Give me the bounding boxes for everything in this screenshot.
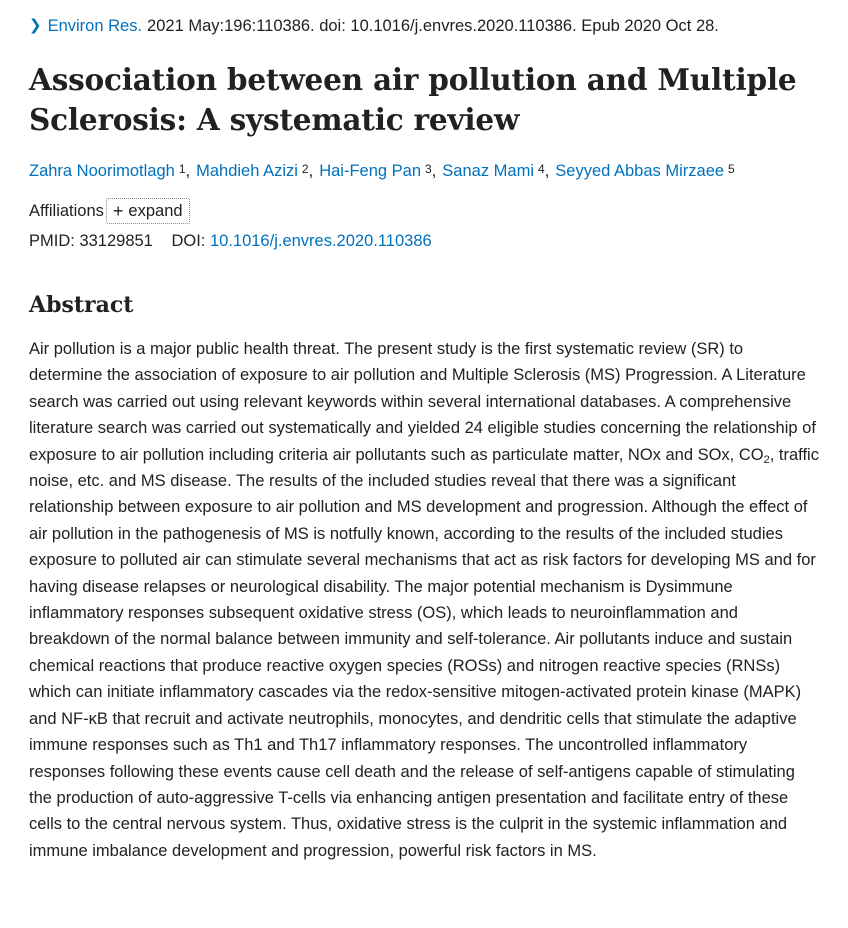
abstract-heading: Abstract bbox=[29, 292, 134, 318]
author-link[interactable]: Sanaz Mami bbox=[442, 162, 534, 180]
author-affiliation-number[interactable]: 3 bbox=[425, 162, 432, 176]
abstract-text-part-2: , traffic noise, etc. and MS disease. The results of the included studies reveal that there was a significant relationship between exposure to air pollution and MS development and progression. Although the effect of air pollution in the pathogenesis of MS is notfully known, according to the results of the included studies exposure to polluted air can stimulate several mechanisms that act as risk factors for developing MS and for having disease relapses or neurological disability. The major potential mechanism is Dysimmune inflammatory responses subsequent oxidative stress (OS), which leads to neuroinflammation and breakdown of the normal balance between immunity and self-tolerance. Air pollutants induce and sustain chemical reactions that produce reactive oxygen species (ROSs) and nitrogen reactive species (RNSs) which can initiate inflammatory cascades via the redox-sensitive mitogen-activated protein kinase (MAPK) and NF-κB that recruit and activate neutrophils, monocytes, and dendritic cells that stimulate the adaptive immune responses such as Th1 and Th17 inflammatory responses. The uncontrolled inflammatory responses following these events cause cell death and the release of self-antigens capable of stimulating the production of auto-aggressive T-cells via enhancing antigen presentation and facilitate entry of these cells to the central nervous system. Thus, oxidative stress is the culprit in the systemic inflammation and immune imbalance development and progression, powerful risk factors in MS. bbox=[29, 445, 819, 860]
author-link[interactable]: Zahra Noorimotlagh bbox=[29, 162, 175, 180]
author-affiliation-number[interactable]: 4 bbox=[538, 162, 545, 176]
doi-label: DOI: bbox=[171, 232, 206, 250]
expand-label: expand bbox=[128, 201, 183, 220]
affiliations-label: Affiliations bbox=[29, 202, 104, 220]
author-link[interactable]: Mahdieh Azizi bbox=[196, 162, 298, 180]
co2-formula: $CO_2$ bbox=[738, 445, 770, 466]
article-title: Association between air pollution and Multiple Sclerosis: A systematic review bbox=[29, 62, 797, 137]
author-list: Zahra Noorimotlagh $^1$, Mahdieh Azizi $^2$, Hai-Feng Pan $^3$, Sanaz Mami $^4$, Seyyed Abbas Mirzaee $^5$ bbox=[29, 162, 735, 180]
doi-link[interactable]: 10.1016/j.envres.2020.110386 bbox=[209, 232, 432, 250]
journal-link[interactable]: Environ Res. bbox=[47, 17, 143, 35]
author-affiliation-number[interactable]: 5 bbox=[728, 162, 735, 176]
author-link[interactable]: Hai-Feng Pan bbox=[319, 162, 422, 180]
plus-icon: + bbox=[112, 201, 124, 221]
expand-affiliations-button[interactable] bbox=[106, 198, 190, 224]
author-affiliation-number[interactable]: 1 bbox=[178, 162, 186, 176]
author-affiliation-number[interactable]: 2 bbox=[301, 162, 309, 176]
citation-line bbox=[29, 15, 719, 38]
chevron-right-icon[interactable]: ❯ bbox=[29, 17, 42, 34]
pmid-label: PMID: bbox=[29, 232, 75, 250]
abstract-text-part-1: Air pollution is a major public health threat. The present study is the first systematic review (SR) to determine the association of exposure to air pollution and Multiple Sclerosis (MS) Progression. A Literature search was carried out using relevant keywords within several international databases. A comprehensive literature search was carried out systematically and yielded 24 eligible studies concerning the relationship of exposure to air pollution including criteria air pollutants such as particulate matter, NOx and SOx, bbox=[29, 340, 816, 464]
identifiers-row bbox=[29, 230, 432, 252]
pmid-value: 33129851 bbox=[79, 232, 153, 250]
author-link[interactable]: Seyyed Abbas Mirzaee bbox=[555, 162, 725, 180]
citation-details: 2021 May:196:110386. doi: 10.1016/j.envres.2020.110386. Epub 2020 Oct 28. bbox=[147, 17, 719, 35]
abstract-text bbox=[29, 336, 821, 864]
affiliations-row bbox=[29, 198, 190, 224]
